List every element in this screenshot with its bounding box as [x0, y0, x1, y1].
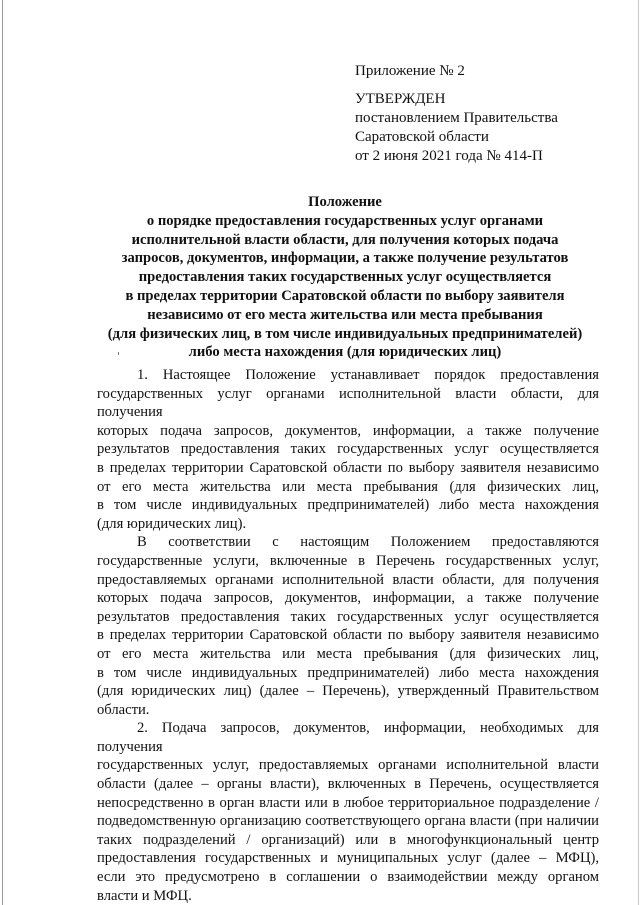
paragraph-line: (для юридических лиц).	[97, 515, 247, 532]
paragraph-line: которых подача запросов, документов, информации, а также получение	[97, 590, 599, 607]
title-line: исполнительной власти области, для получения которых подача	[131, 231, 559, 248]
title-line: (для физических лиц, в том числе индивидуальных предпринимателей)	[107, 325, 583, 342]
paragraph-line: (для юридических лиц) (далее – Перечень), утвержденный Правительством	[97, 683, 599, 700]
paragraph-line: в пределах территории Саратовской области по выбору заявителя независимо	[97, 627, 599, 644]
paragraph-3	[97, 719, 599, 905]
paragraph-line: от его места жительства или места пребывания (для физических лиц,	[97, 645, 599, 662]
paragraph-line: области.	[97, 701, 150, 718]
title-line: запросов, документов, информации, а также получение результатов	[121, 250, 569, 267]
margin-mark	[118, 352, 119, 355]
paragraph-line: если это предусмотрено в соглашении о взаимодействии между органом	[97, 869, 599, 886]
paragraph-line: результатов предоставления таких государственных услуг осуществляется	[97, 608, 599, 625]
paragraph-line: 2. Подача запросов, документов, информации, необходимых для получения	[97, 720, 599, 755]
paragraph-line: результатов предоставления таких государственных услуг осуществляется	[97, 441, 599, 458]
paragraph-line: непосредственно в орган власти или в любое территориальное подразделение /	[97, 794, 599, 811]
document-title	[90, 193, 600, 362]
paragraph-line: государственные услуги, включенные в Перечень государственных услуг,	[97, 552, 599, 569]
paragraph-1	[97, 366, 599, 533]
decree-line-1: постановлением Правительства	[355, 110, 558, 126]
paragraph-line: государственных услуг, предоставляемых органами исполнительной власти	[97, 757, 599, 774]
paragraph-line: 1. Настоящее Положение устанавливает порядок предоставления	[137, 367, 599, 383]
title-line: о порядке предоставления государственных услуг органами	[146, 212, 544, 229]
paragraph-line: которых подача запросов, документов, информации, а также получение	[97, 422, 599, 439]
paragraph-line: от его места жительства или места пребывания (для физических лиц,	[97, 478, 599, 495]
paragraph-line: В соответствии с настоящим Положением предоставляются	[137, 534, 599, 551]
approved-label: УТВЕРЖДЕН	[355, 91, 446, 107]
document-body	[97, 366, 599, 905]
paragraph-line: в том числе индивидуальных предпринимателей) либо места нахождения	[97, 664, 599, 681]
appendix-label: Приложение № 2	[355, 63, 465, 79]
paragraph-line: предоставления государственных и муниципальных услуг (далее – МФЦ),	[97, 850, 599, 867]
title-line: независимо от его места жительства или места пребывания	[147, 306, 543, 323]
paragraph-line: государственных услуг органами исполнительной власти области, для получения	[97, 385, 599, 421]
title-line: либо места нахождения (для юридических лиц)	[188, 344, 502, 361]
paragraph-line: области (далее – органы власти), включенных в Перечень, осуществляется	[97, 776, 599, 793]
scan-edge-right	[638, 0, 639, 905]
approval-header	[355, 62, 625, 166]
title-line: в пределах территории Саратовской области по выбору заявителя	[125, 287, 565, 304]
title-line: Положение	[308, 194, 382, 210]
decree-line-2: Саратовской области	[355, 129, 489, 145]
paragraph-line: в том числе индивидуальных предпринимателей) либо места нахождения	[97, 497, 599, 514]
paragraph-line: предоставляемых органами исполнительной власти области, для получения	[97, 571, 599, 588]
paragraph-line: в пределах территории Саратовской области по выбору заявителя независимо	[97, 459, 599, 476]
paragraph-line: подведомственную организацию соответствующего органа власти (при наличии	[97, 813, 599, 830]
decree-line-3: от 2 июня 2021 года № 414-П	[355, 148, 543, 164]
paragraph-2	[97, 533, 599, 719]
paragraph-line: таких подразделений / организаций) или в многофункциональный центр	[97, 831, 599, 848]
scan-edge-left	[2, 0, 3, 905]
title-line: предоставления таких государственных услуг осуществляется	[138, 269, 552, 286]
paragraph-line: власти и МФЦ.	[97, 887, 192, 904]
